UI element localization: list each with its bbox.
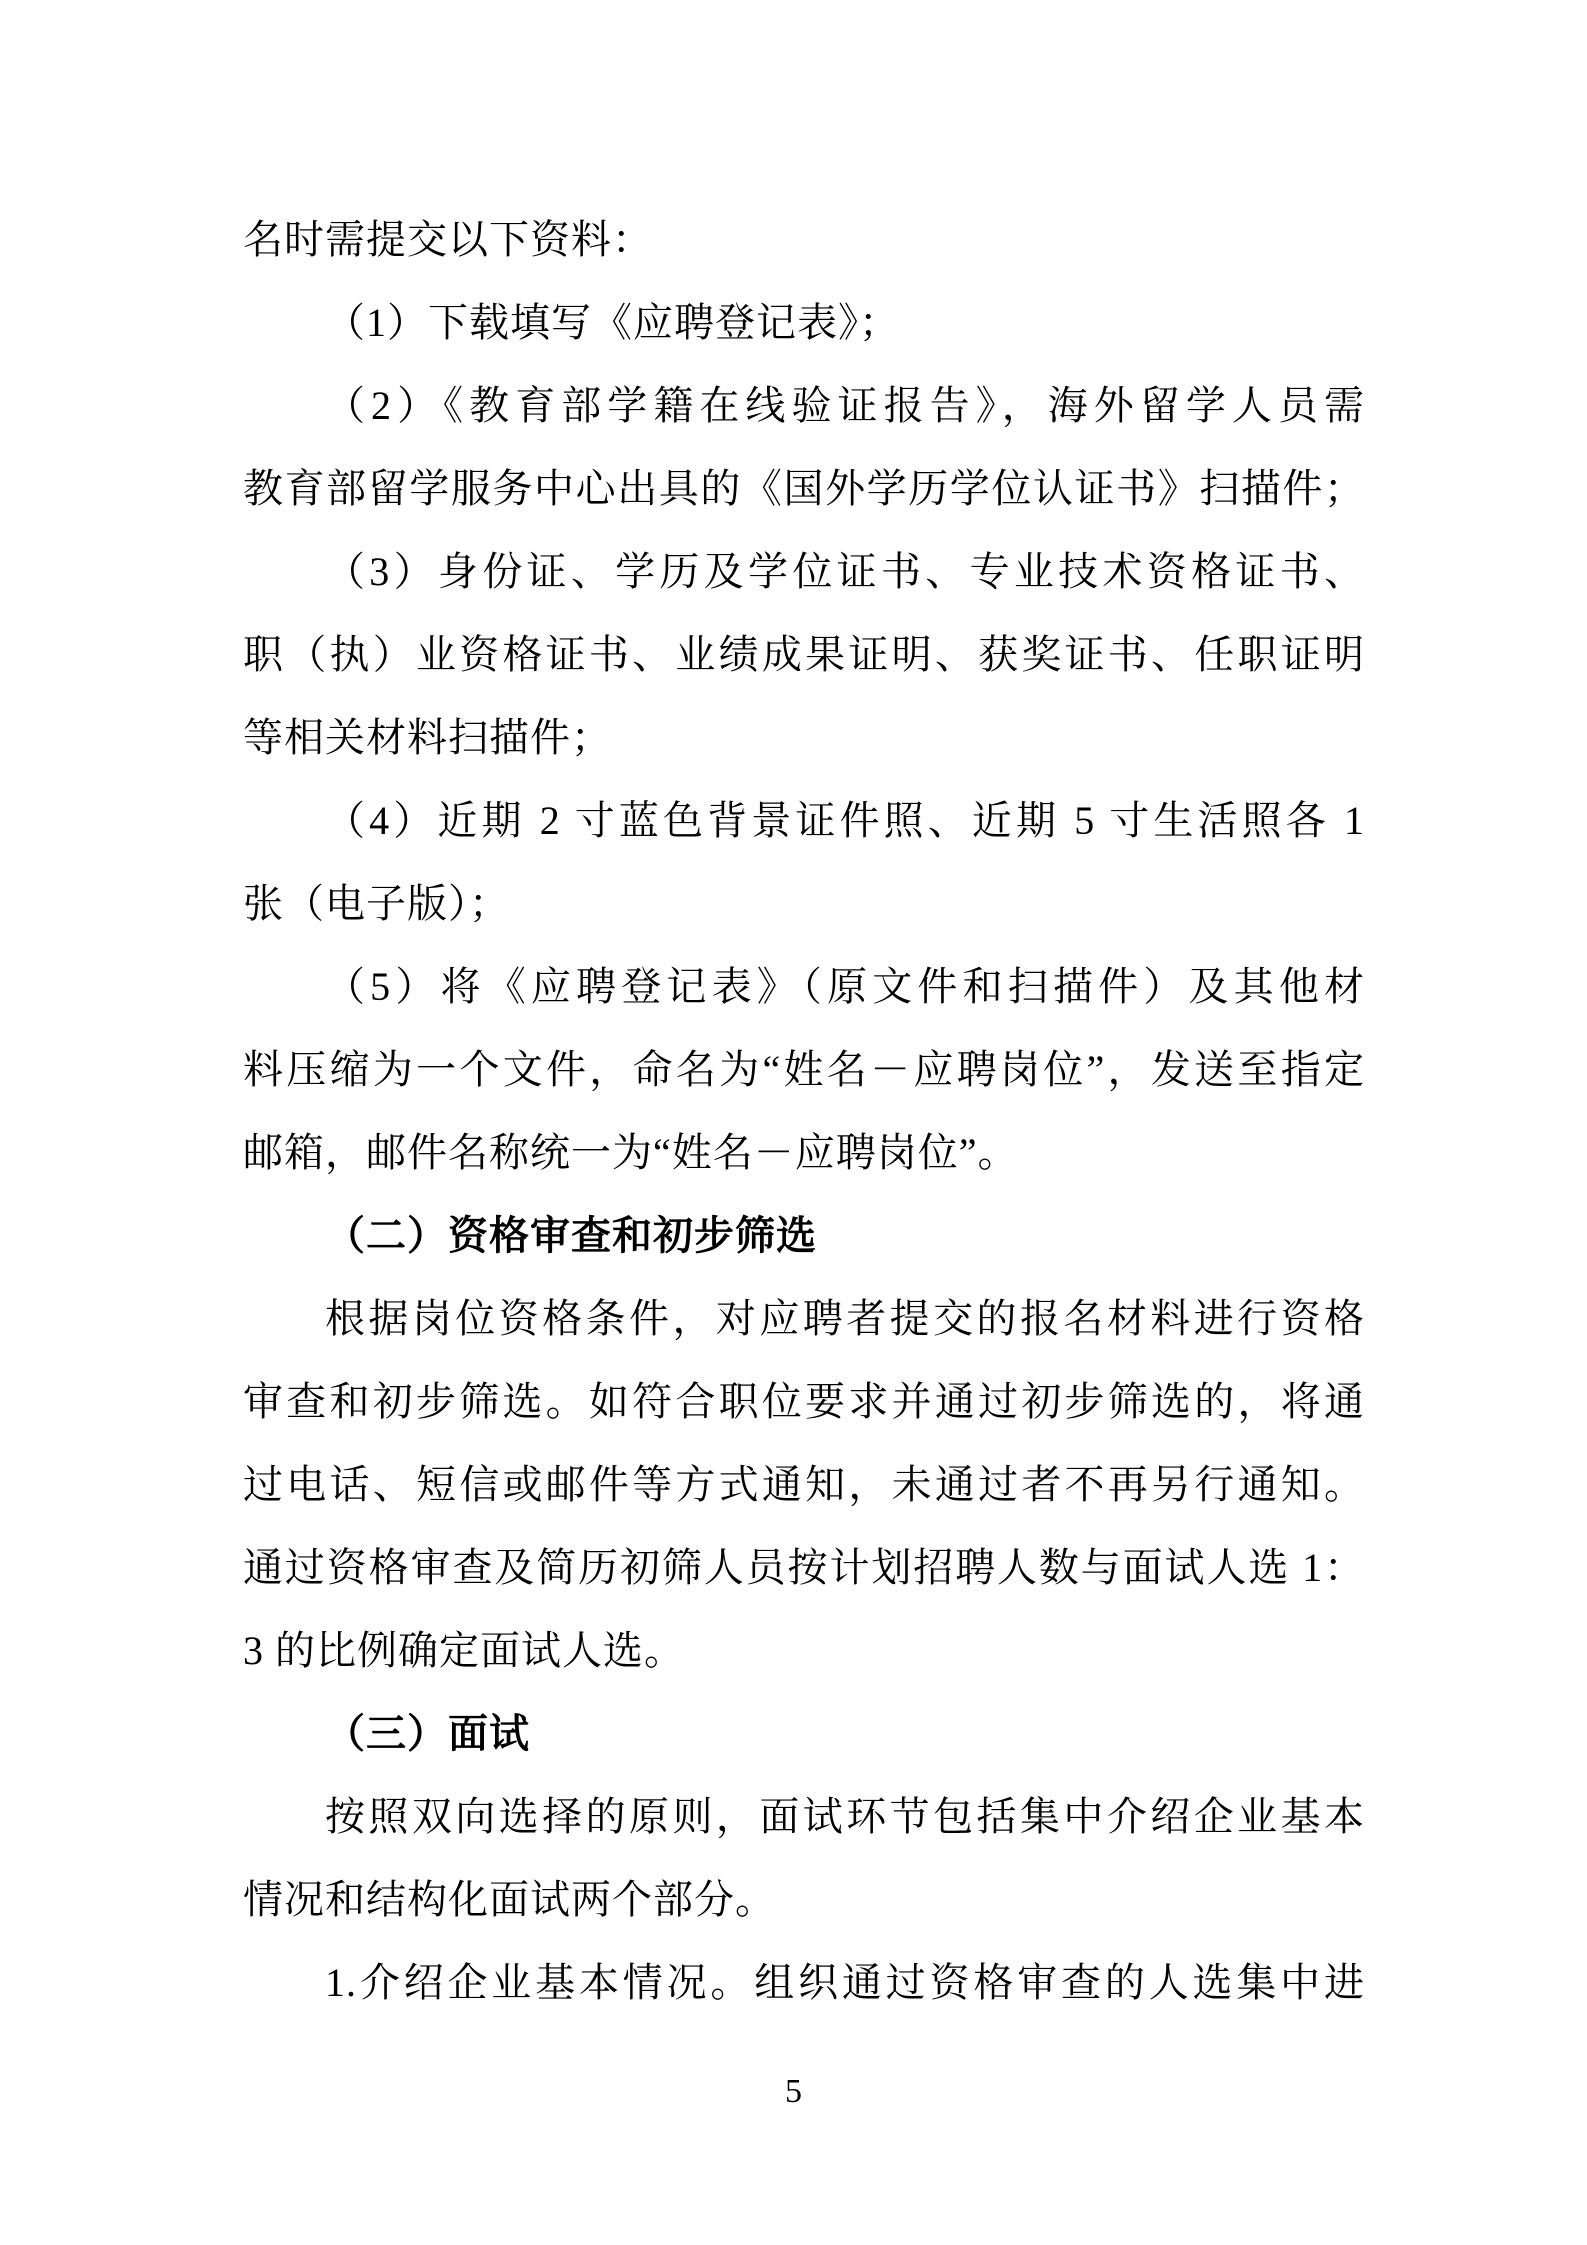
text-line: （二）资格审查和初步筛选 xyxy=(325,1213,817,1258)
text-line: （4）近期 2 寸蓝色背景证件照、近期 5 寸生活照各 1 xyxy=(325,798,1365,843)
text-line: 1.介绍企业基本情况。组织通过资格审查的人选集中进 xyxy=(325,1960,1365,2005)
text-line: 3 的比例确定面试人选。 xyxy=(243,1628,685,1673)
paragraph xyxy=(243,1277,1365,1692)
text-line: （三）面试 xyxy=(325,1711,530,1756)
text-line: 教育部留学服务中心出具的《国外学历学位认证书》扫描件； xyxy=(243,466,1365,511)
paragraph xyxy=(243,1775,1365,1941)
text-line: 名时需提交以下资料： xyxy=(243,217,653,262)
text-line: 过电话、短信或邮件等方式通知，未通过者不再另行通知。 xyxy=(243,1462,1365,1507)
text-line: 等相关材料扫描件； xyxy=(243,715,612,760)
page-footer xyxy=(0,2072,1587,2112)
text-line: （5）将《应聘登记表》（原文件和扫描件）及其他材 xyxy=(325,964,1365,1009)
text-line: 通过资格审查及简历初筛人员按计划招聘人数与面试人选 1： xyxy=(243,1545,1365,1590)
paragraph xyxy=(243,1941,1365,2024)
paragraph xyxy=(243,364,1365,530)
text-line: （2）《教育部学籍在线验证报告》，海外留学人员需 xyxy=(325,383,1365,428)
paragraph xyxy=(243,281,1365,364)
text-line: 职（执）业资格证书、业绩成果证明、获奖证书、任职证明 xyxy=(243,632,1365,677)
section-heading xyxy=(243,1194,1365,1277)
paragraph xyxy=(243,779,1365,945)
text-line: 张（电子版）； xyxy=(243,881,510,926)
text-line: 情况和结构化面试两个部分。 xyxy=(243,1877,776,1922)
text-line: 根据岗位资格条件，对应聘者提交的报名材料进行资格 xyxy=(325,1296,1365,1341)
text-line: 按照双向选择的原则，面试环节包括集中介绍企业基本 xyxy=(325,1794,1365,1839)
page-number: 5 xyxy=(785,2073,802,2110)
paragraph xyxy=(243,530,1365,779)
text-line: 邮箱，邮件名称统一为“姓名－应聘岗位”。 xyxy=(243,1130,1019,1175)
text-line: 审查和初步筛选。如符合职位要求并通过初步筛选的，将通 xyxy=(243,1379,1365,1424)
document-body xyxy=(243,198,1365,2024)
paragraph xyxy=(243,198,1365,281)
text-line: 料压缩为一个文件，命名为“姓名－应聘岗位”，发送至指定 xyxy=(243,1047,1365,1092)
paragraph xyxy=(243,945,1365,1194)
section-heading xyxy=(243,1692,1365,1775)
text-line: （3）身份证、学历及学位证书、专业技术资格证书、 xyxy=(325,549,1365,594)
text-line: （1）下载填写《应聘登记表》； xyxy=(325,300,900,345)
